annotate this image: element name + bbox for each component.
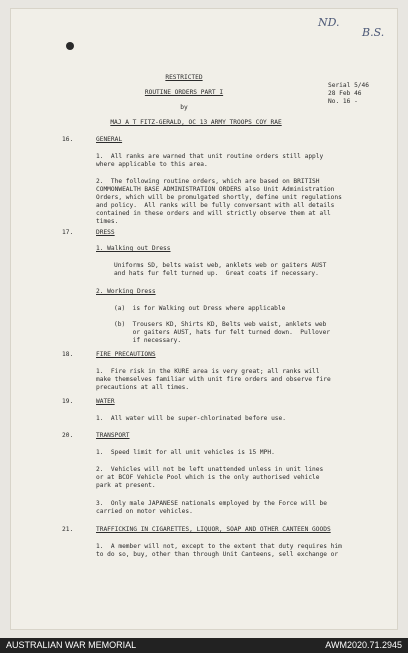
archive-name: AUSTRALIAN WAR MEMORIAL bbox=[6, 640, 137, 650]
section-paragraph: 2. Vehicles will not be left unattended unless in unit lines or at BCOF Vehicle Pool which is the only authorised vehicle park at present. bbox=[96, 466, 324, 490]
serial-date: 28 Feb 46 bbox=[328, 90, 362, 98]
section-heading: WATER bbox=[96, 398, 115, 405]
section-number: 20. bbox=[62, 432, 74, 439]
section-paragraph: 1. All ranks are warned that unit routine orders still apply where applicable to this area. bbox=[96, 153, 324, 169]
subsection-text: Uniforms SD, belts waist web, anklets web or gaiters AUST and hats fur felt turned up. Great coats if necessary. bbox=[114, 262, 327, 278]
section-paragraph: 2. The following routine orders, which are based on BRITISH COMMONWEALTH BASE ADMINISTRATION ORDERS also Unit Administration Orders, which will be promulgated shortly, define unit regulations and policy. All ranks will be fully conversant with all details contained in these orders and will strictly observe them at all times. bbox=[96, 178, 342, 226]
section-heading: GENERAL bbox=[96, 136, 123, 143]
section-number: 21. bbox=[62, 526, 74, 533]
routine-orders-text bbox=[10, 8, 398, 630]
section-heading: TRAFFICKING IN CIGARETTES, LIQUOR, SOAP AND OTHER CANTEEN GOODS bbox=[96, 526, 331, 533]
issuing-officer: MAJ A T FITZ-GERALD, OC 13 ARMY TROOPS COY RAE bbox=[110, 119, 282, 126]
list-item: (a) is for Walking out Dress where applicable bbox=[114, 305, 286, 312]
serial-number: Serial 5/46 bbox=[328, 82, 369, 89]
section-heading: FIRE PRECAUTIONS bbox=[96, 351, 156, 358]
document-page bbox=[10, 8, 398, 630]
section-paragraph: 1. All water will be super-chlorinated before use. bbox=[96, 415, 286, 422]
section-number: 16. bbox=[62, 136, 74, 143]
handwritten-note: ND. bbox=[318, 16, 340, 29]
section-paragraph: 1. Fire risk in the KURE area is very great; all ranks will make themselves familiar with unit fire orders and observe fire precautions at all times. bbox=[96, 368, 331, 392]
handwritten-initials: B.S. bbox=[362, 26, 385, 39]
document-title: ROUTINE ORDERS PART I bbox=[144, 89, 224, 96]
section-paragraph: 3. Only male JAPANESE nationals employed by the Force will be carried on motor vehicles. bbox=[96, 500, 327, 516]
section-paragraph: 1. A member will not, except to the extent that duty requires him to do so, buy, other than through Unit Canteens, sell exchange or bbox=[96, 543, 342, 559]
serial-issue-number: No. 16 - bbox=[328, 98, 358, 106]
archive-footer bbox=[0, 638, 408, 653]
section-number: 18. bbox=[62, 351, 74, 358]
classification-heading: RESTRICTED bbox=[165, 74, 203, 81]
subsection-heading: 1. Walking out Dress bbox=[96, 245, 171, 252]
subsection-heading: 2. Working Dress bbox=[96, 288, 156, 295]
accession-number: AWM2020.71.2945 bbox=[325, 640, 402, 650]
section-number: 19. bbox=[62, 398, 74, 405]
list-item: (b) Trousers KD, Shirts KD, Belts web waist, anklets web or gaiters AUST, hats fur felt turned down. Pullover if necessary. bbox=[114, 321, 331, 345]
section-number: 17. bbox=[62, 229, 74, 236]
section-paragraph: 1. Speed limit for all unit vehicles is 15 MPH. bbox=[96, 449, 275, 456]
section-heading: TRANSPORT bbox=[96, 432, 130, 439]
section-heading: DRESS bbox=[96, 229, 115, 236]
serial-block bbox=[328, 82, 369, 106]
by-line: by bbox=[180, 104, 188, 111]
